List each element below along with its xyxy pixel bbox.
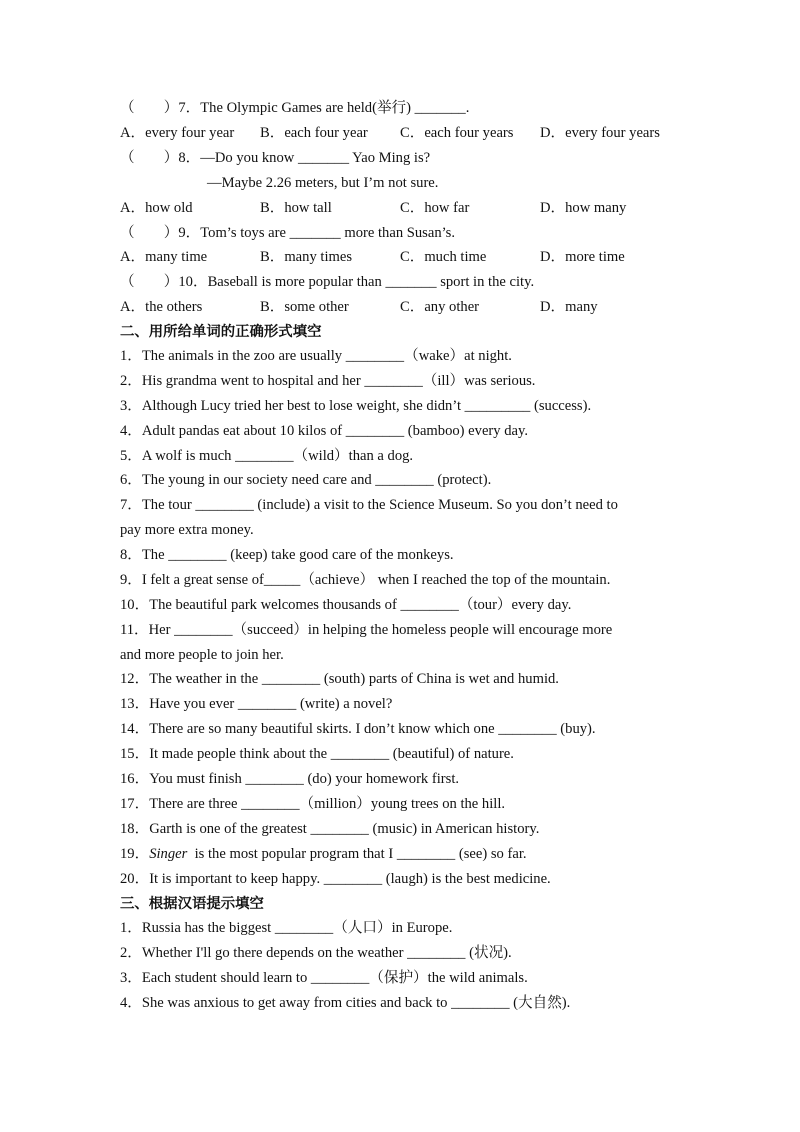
q9-option-a: A．many time [120, 249, 208, 265]
fill-item: 20．It is important to keep happy. ________ (laugh) is the best medicine. [120, 871, 551, 887]
question-8-response: —Maybe 2.26 meters, but I’m not sure. [207, 175, 439, 191]
fill-item: 10．The beautiful park welcomes thousands of ________（tour）every day. [120, 597, 572, 613]
item-number: 19． [120, 846, 150, 862]
fill-item: 3．Although Lucy tried her best to lose weight, she didn’t _________ (success). [120, 398, 592, 414]
fill-item: 18．Garth is one of the greatest ________ (music) in American history. [120, 821, 540, 837]
q7-option-d: D．every four years [540, 125, 660, 141]
q10-option-a: A．the others [120, 299, 203, 315]
question-9-stem: （ ）9．Tom’s toys are _______ more than Susan’s. [120, 225, 456, 241]
fill-item: 1．The animals in the zoo are usually ________（wake）at night. [120, 348, 512, 364]
q7-option-b: B．each four year [260, 125, 368, 141]
section-3-heading: 三、根据汉语提示填空 [120, 896, 264, 912]
fill-item: 2．His grandma went to hospital and her ________（ill）was serious. [120, 373, 536, 389]
q10-option-b: B．some other [260, 299, 349, 315]
fill-item: 17．There are three ________（million）young trees on the hill. [120, 796, 506, 812]
fill-item: 11．Her ________（succeed）in helping the homeless people will encourage more [120, 622, 613, 638]
q9-option-b: B．many times [260, 249, 353, 265]
q9-option-c: C．much time [400, 249, 487, 265]
chinese-hint-item: 3．Each student should learn to ________（保护）the wild animals. [120, 970, 528, 986]
fill-item: 7．The tour ________ (include) a visit to the Science Museum. So you don’t need to [120, 497, 618, 513]
q7-option-a: A．every four year [120, 125, 235, 141]
question-8-stem: （ ）8．—Do you know _______ Yao Ming is? [120, 150, 431, 166]
fill-item: 13．Have you ever ________ (write) a novel? [120, 696, 393, 712]
fill-item: 4．Adult pandas eat about 10 kilos of ________ (bamboo) every day. [120, 423, 528, 439]
item-text: is the most popular program that I ________ (see) so far. [187, 846, 527, 862]
q9-option-d: D．more time [540, 249, 625, 265]
fill-item: 9．I felt a great sense of_____（achieve） when I reached the top of the mountain. [120, 572, 611, 588]
chinese-hint-item: 2．Whether I'll go there depends on the weather ________ (状况). [120, 945, 512, 961]
fill-item-continuation: and more people to join her. [120, 647, 284, 663]
program-title: Singer [149, 846, 188, 862]
q7-option-c: C．each four years [400, 125, 514, 141]
question-7-stem: （ ）7．The Olympic Games are held(举行) _______. [120, 100, 470, 116]
fill-item: 14．There are so many beautiful skirts. I don’t know which one ________ (buy). [120, 721, 596, 737]
question-10-stem: （ ）10．Baseball is more popular than _______ sport in the city. [120, 274, 535, 290]
fill-item-continuation: pay more extra money. [120, 522, 254, 538]
fill-item: 6．The young in our society need care and ________ (protect). [120, 472, 492, 488]
fill-item: 15．It made people think about the ________ (beautiful) of nature. [120, 746, 514, 762]
fill-item: 5．A wolf is much ________（wild）than a dog. [120, 448, 414, 464]
fill-item: 12．The weather in the ________ (south) parts of China is wet and humid. [120, 671, 559, 687]
chinese-hint-item: 1．Russia has the biggest ________（人口）in Europe. [120, 920, 453, 936]
fill-item: 8．The ________ (keep) take good care of the monkeys. [120, 547, 454, 563]
q10-option-c: C．any other [400, 299, 480, 315]
q8-option-a: A．how old [120, 200, 193, 216]
q10-option-d: D．many [540, 299, 598, 315]
q8-option-b: B．how tall [260, 200, 332, 216]
section-2-heading: 二、用所给单词的正确形式填空 [120, 324, 322, 340]
fill-item-19 [120, 844, 527, 864]
q8-option-d: D．how many [540, 200, 627, 216]
fill-item: 16．You must finish ________ (do) your homework first. [120, 771, 460, 787]
chinese-hint-item: 4．She was anxious to get away from cities and back to ________ (大自然). [120, 995, 571, 1011]
q8-option-c: C．how far [400, 200, 470, 216]
